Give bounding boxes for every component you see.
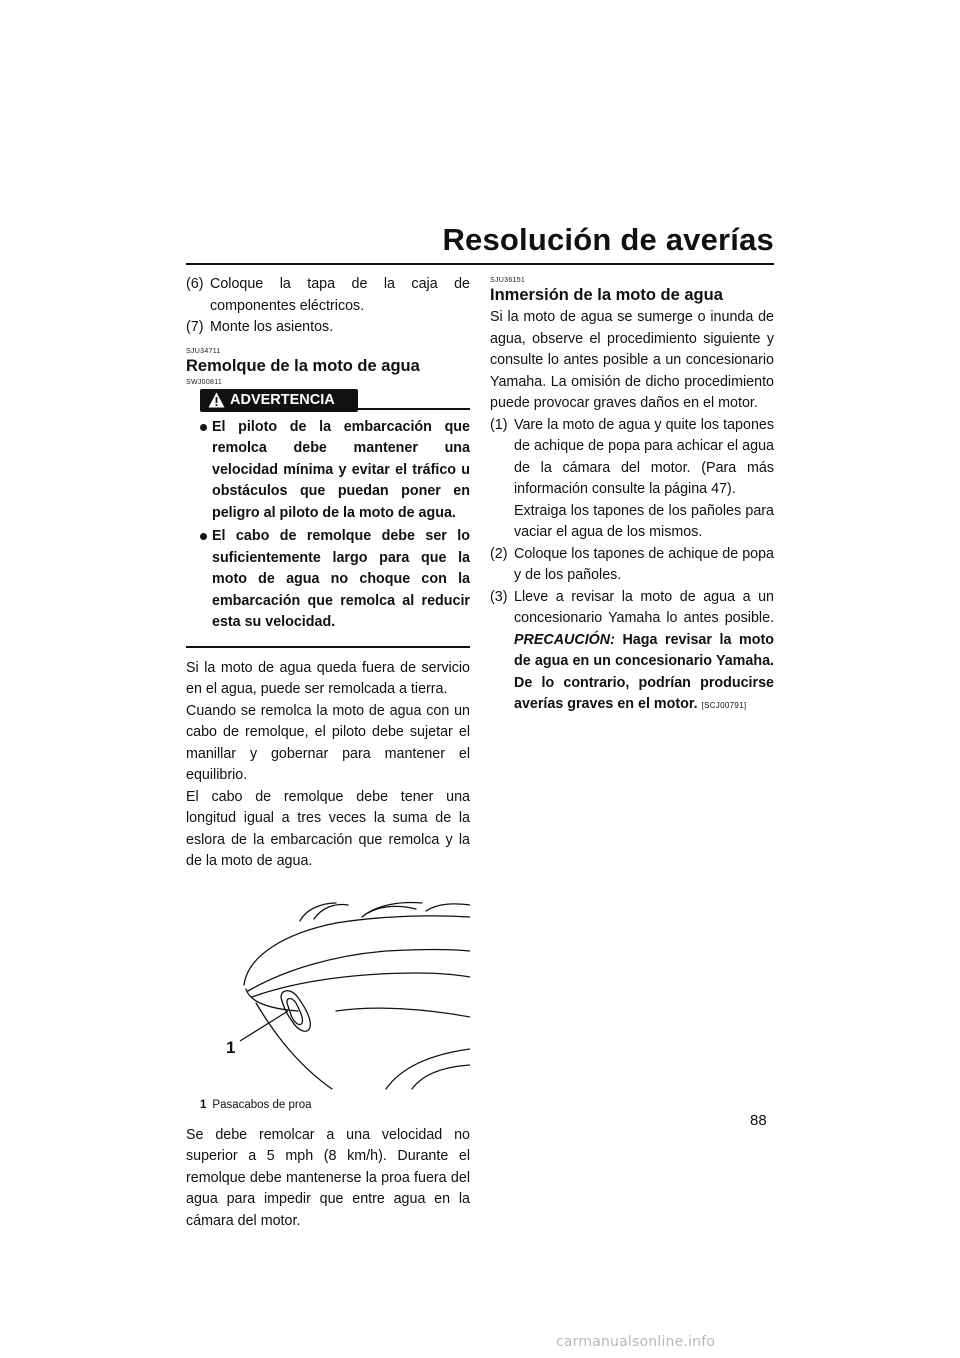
caption-text: Pasacabos de proa	[212, 1098, 312, 1111]
paragraph: Si la moto de agua queda fuera de servicio en el agua, puede ser remolcada a tierra.	[186, 659, 470, 697]
watercraft-bow-illustration	[186, 893, 470, 1091]
bullet-dot	[200, 424, 207, 431]
step-text: Vare la moto de agua y quite los tapones de achique de popa para achicar el agua de la cámara del motor. (Para más información consulte la página 47).	[514, 416, 774, 497]
step-6	[186, 274, 470, 317]
bow-eye-figure	[186, 893, 470, 1091]
step-7	[186, 317, 470, 339]
download-note	[186, 1334, 187, 1335]
paragraph: Se debe remolcar a una velocidad no superior a 5 mph (8 km/h). Durante el remolque debe mantenerse la proa fuera del agua para impedir que entre agua en la cámara del motor.	[186, 1126, 470, 1229]
warning-header	[186, 389, 470, 415]
step-text: Coloque la tapa de la caja de componentes eléctricos.	[210, 276, 470, 314]
section-title-submersion: Inmersión de la moto de agua	[490, 286, 723, 304]
warning-bullet-text: El piloto de la embarcación que remolca debe mantener una velocidad mínima y evitar el tráfico u obstáculos que puedan poner en peligro al piloto de la moto de agua.	[212, 418, 470, 521]
section-code: SJU36151	[490, 277, 526, 284]
warning-code: SWJ00811	[186, 378, 223, 386]
warning-bullet	[186, 417, 470, 525]
step-1-extra	[490, 501, 774, 544]
step-3	[490, 587, 774, 717]
paragraph: El cabo de remolque debe tener una longitud igual a tres veces la suma de la eslora de la embarcación que remolca y la de la moto de agua.	[186, 788, 470, 869]
step-text: Extraiga los tapones de los pañoles para vaciar el agua de los mismos.	[514, 502, 774, 540]
section-code: SJU34711	[186, 347, 221, 355]
caption-number: 1	[200, 1098, 207, 1111]
warning-bullet-text: El cabo de remolque debe ser lo suficientemente largo para que la moto de agua no choque con la embarcación que remolca al reducir esta su velocidad.	[212, 528, 470, 630]
page-header-title: Resolución de averías	[442, 222, 774, 257]
header-rule	[186, 263, 774, 265]
step-number: (7)	[186, 319, 204, 335]
step-number: (3)	[490, 588, 508, 605]
page-number: 88	[750, 1112, 767, 1129]
bullet-dot	[200, 533, 207, 540]
figure-callout-number: 1	[226, 1037, 236, 1057]
figure-caption	[186, 1097, 470, 1113]
paragraph: Cuando se remolca la moto de agua con un cabo de remolque, el piloto debe sujetar el manillar y gobernar para mantener el equilibrio.	[186, 702, 470, 783]
step-1	[490, 415, 774, 501]
left-column	[186, 274, 470, 1232]
warning-badge	[200, 389, 358, 412]
step-text: Monte los asientos.	[210, 319, 334, 335]
step-number: (1)	[490, 416, 508, 433]
caution-label: PRECAUCIÓN:	[514, 631, 615, 648]
right-column	[490, 274, 774, 717]
step-text: Coloque los tapones de achique de popa y de los pañoles.	[514, 545, 774, 583]
step-number: (2)	[490, 545, 508, 562]
warning-bottom-rule	[186, 646, 470, 648]
footer-watermark[interactable]: carmanualsonline.info	[556, 1334, 716, 1350]
caution-text: Haga revisar la moto de agua en un concesionario Yamaha. De lo contrario, podrían producirse averías graves en el motor.	[514, 631, 774, 712]
step-text: Lleve a revisar la moto de agua a un concesionario Yamaha lo antes posible.	[514, 588, 774, 626]
paragraph: Si la moto de agua se sumerge o inunda de agua, observe el procedimiento siguiente y consulte lo antes posible a un concesionario Yamaha. La omisión de dicho procedimiento puede provocar graves daños en el motor.	[490, 309, 774, 411]
step-2	[490, 544, 774, 587]
warning-top-rule	[358, 408, 470, 410]
caution-code: [SCJ00791]	[701, 701, 747, 710]
section-title-towing: Remolque de la moto de agua	[186, 356, 420, 375]
warning-label: ADVERTENCIA	[230, 391, 335, 408]
warning-bullet	[186, 526, 470, 634]
warning-triangle-icon	[208, 392, 225, 408]
step-number: (6)	[186, 276, 204, 292]
